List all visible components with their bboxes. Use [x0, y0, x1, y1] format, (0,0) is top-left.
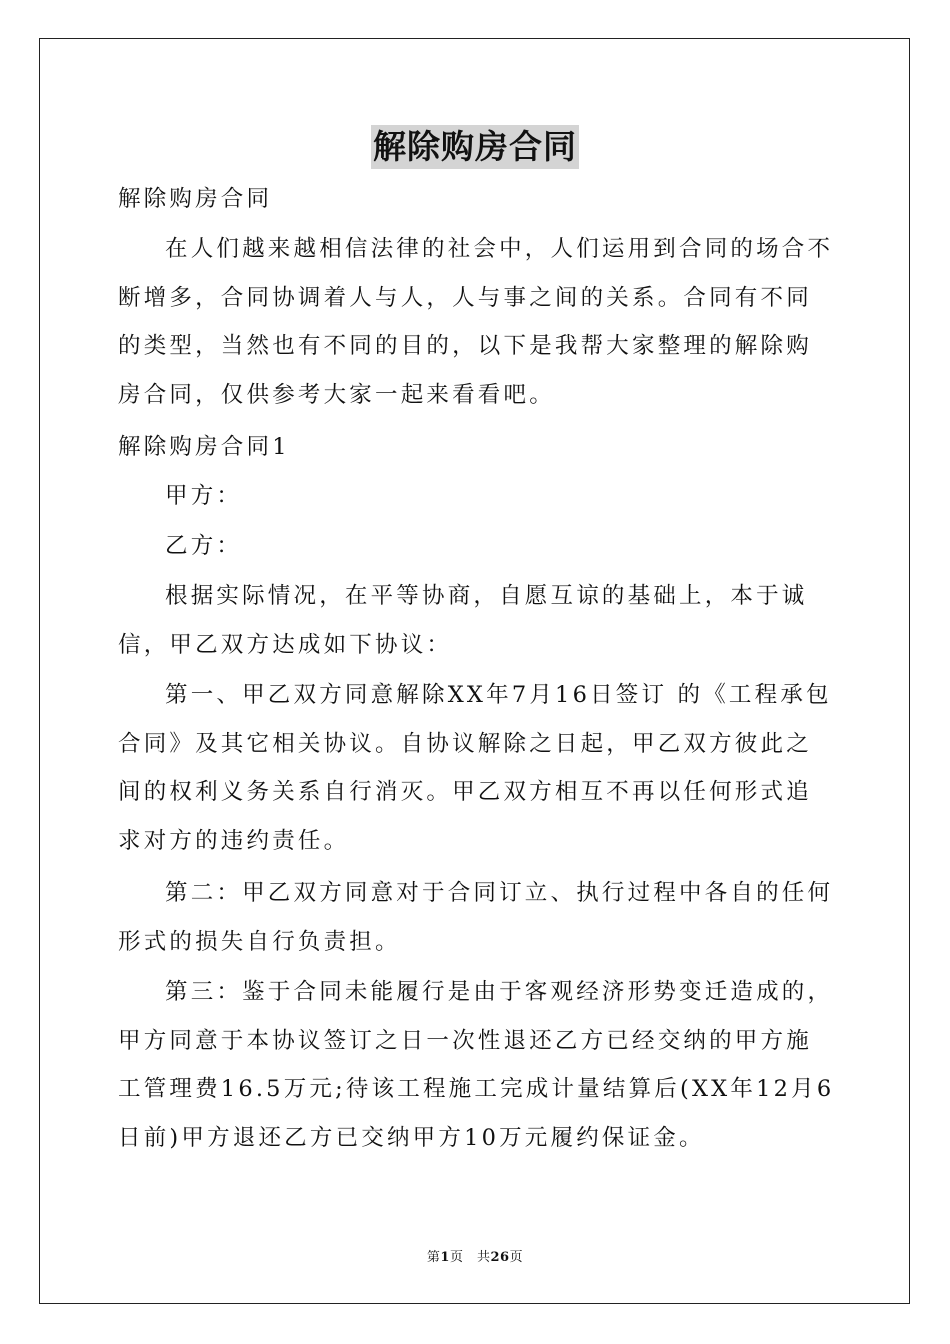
intro-paragraph: 在人们越来越相信法律的社会中，人们运用到合同的场合不断增多，合同协调着人与人，人与事之间的关系。合同有不同的类型，当然也有不同的目的，以下是我帮大家整理的解除购房合同，仅供参考大家一起来看看吧。 [118, 236, 834, 408]
section-heading: 解除购房合同1 [118, 434, 290, 460]
document-title: 解除购房合同 [371, 125, 579, 169]
footer-page-current: 1 [440, 1250, 450, 1265]
party-b-line: 乙方： [165, 533, 243, 559]
footer-page-total: 26 [490, 1250, 510, 1265]
clause-1-paragraph: 第一、甲乙双方同意解除XX年7月16日签订 的《工程承包合同》及其它相关协议。自协议解除之日起，甲乙双方彼此之间的权利义务关系自行消灭。甲乙双方相互不再以任何形式追求对方的违约责任。 [118, 682, 832, 854]
title-container [0, 125, 950, 169]
clause-3-paragraph: 第三：鉴于合同未能履行是由于客观经济形势变迁造成的，甲方同意于本协议签订之日一次性退还乙方已经交纳的甲方施工管理费16.5万元;待该工程施工完成计量结算后(XX年12月6日前)甲方退还乙方已交纳甲方10万元履约保证金。 [118, 979, 835, 1151]
document-subtitle: 解除购房合同 [118, 186, 273, 212]
footer-page-suffix: 页 [509, 1250, 524, 1265]
preamble-paragraph: 根据实际情况，在平等协商，自愿互谅的基础上，本于诚信，甲乙双方达成如下协议： [118, 583, 808, 658]
page-footer [0, 1246, 950, 1265]
party-a-line: 甲方： [165, 483, 243, 509]
clause-2-paragraph: 第二：甲乙双方同意对于合同订立、执行过程中各自的任何形式的损失自行负责担。 [118, 880, 834, 955]
footer-page-prefix: 第 [426, 1250, 441, 1265]
footer-page-mid: 页 共 [449, 1250, 491, 1265]
